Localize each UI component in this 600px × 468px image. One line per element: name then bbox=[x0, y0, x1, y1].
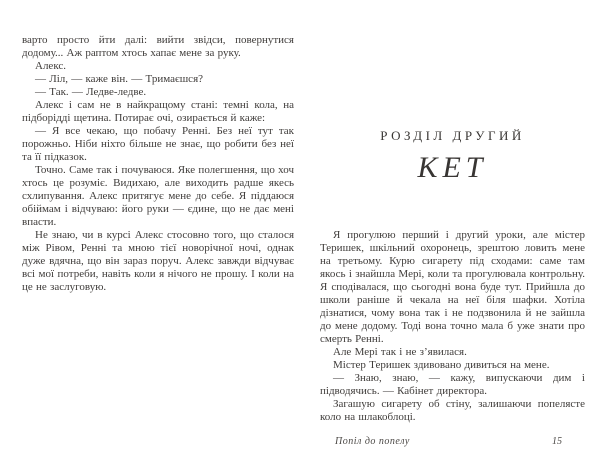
paragraph: Не знаю, чи в курсі Алекс стосовно того, що сталося між Рівом, Ренні та мною тієї новорічної ночі, однак дуже вдячна, що він зараз поруч. Алекс завжди відчуває всі мої потреби, навіть коли я нічого не прошу. І коли на це не заслуговую. bbox=[22, 229, 294, 293]
paragraph: Алекс. bbox=[35, 60, 67, 72]
chapter-title: КЕТ bbox=[417, 151, 488, 184]
right-page-text bbox=[320, 229, 585, 424]
chapter-heading bbox=[320, 128, 585, 185]
right-page bbox=[320, 0, 585, 468]
paragraph: Точно. Саме так і почуваюся. Яке полегшення, що хоч хтось це розуміє. Видихаю, але виходить радше якесь схлипування. Алекс притягує мене до себе. Я піддаюся обіймам і відчуваю: його руки — єдине, що не дає мені впасти. bbox=[22, 164, 294, 228]
running-title: Попіл до попелу bbox=[335, 436, 410, 447]
page-footer bbox=[320, 436, 585, 450]
paragraph: Загашую сигарету об стіну, залишаючи попелясте коло на шлакоблоці. bbox=[320, 398, 585, 423]
paragraph: Я прогулюю перший і другий уроки, але містер Теришек, шкільний охоронець, зрештою ловить мене на третьому. Курю сигарету під сходами: саме там якось і знайшла Мері, коли та прогулювала контрольну. Я сподівалася, що сьогодні вона буде тут. Прийшла до школи раніше й чекала на неї біля шафки. Хотіла дізнатися, чому вона так і не подзвонила й не зайшла до мене додому. Тоді вона точно мала б уже знати про смерть Ренні. bbox=[320, 229, 585, 345]
paragraph: — Ліл, — каже він. — Тримаєшся? bbox=[35, 73, 204, 85]
paragraph: — Я все чекаю, що побачу Ренні. Без неї тут так порожньо. Ніби ніхто більше не знає, що робити без неї та її підказок. bbox=[22, 125, 294, 163]
left-page bbox=[22, 0, 294, 468]
paragraph: Алекс і сам не в найкращому стані: темні кола, на підборідді щетина. Потирає очі, озирається й каже: bbox=[22, 99, 294, 124]
paragraph: Містер Теришек здивовано дивиться на мене. bbox=[333, 359, 550, 371]
chapter-number-label: РОЗДІЛ ДРУГИЙ bbox=[380, 128, 525, 143]
page-number: 15 bbox=[552, 436, 562, 447]
left-page-text bbox=[22, 34, 294, 294]
paragraph: — Знаю, знаю, — кажу, випускаючи дим і підводячись. — Кабінет директора. bbox=[320, 372, 585, 397]
paragraph: варто просто йти далі: вийти звідси, повернутися додому... Аж раптом хтось хапає мене за руку. bbox=[22, 34, 294, 59]
paragraph: — Так. — Ледве-ледве. bbox=[35, 86, 147, 98]
paragraph: Але Мері так і не з’явилася. bbox=[333, 346, 467, 358]
